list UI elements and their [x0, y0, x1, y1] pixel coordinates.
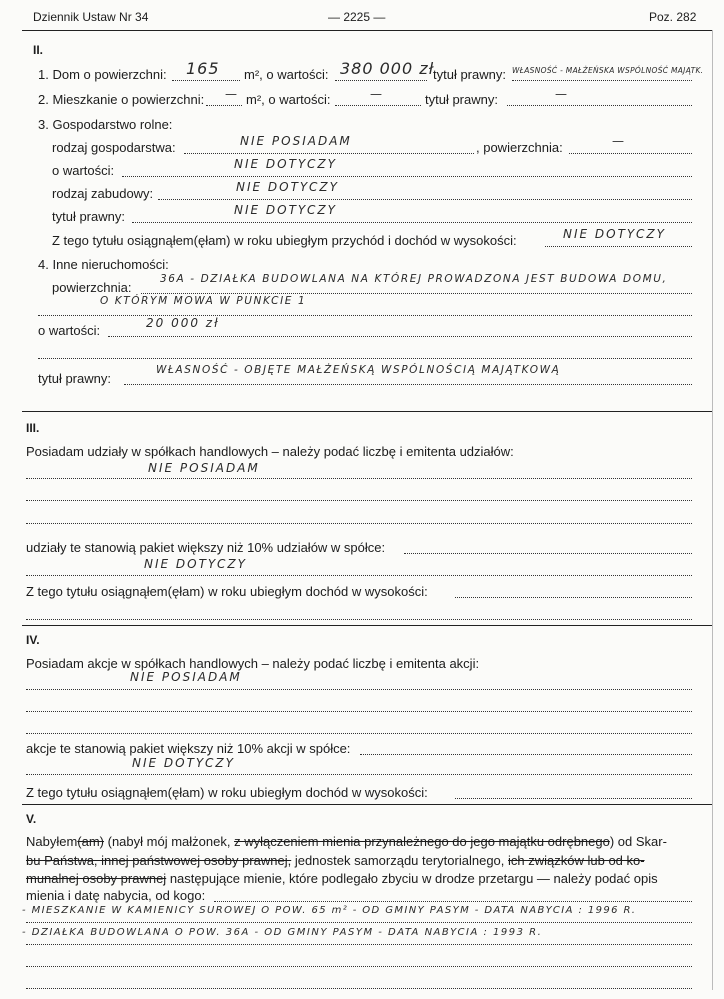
- other-value: 20 000 zł: [146, 316, 220, 330]
- header-rule: [22, 30, 712, 31]
- acq-b: (am): [77, 834, 105, 849]
- flat-area-value: —: [225, 87, 239, 101]
- section-ii-rule: [22, 411, 712, 412]
- flat-value-line[interactable]: [335, 105, 421, 106]
- stocks-pct-line-2[interactable]: [26, 774, 692, 775]
- shares-income-line-2[interactable]: [26, 619, 692, 620]
- shares-question: Posiadam udziały w spółkach handlowych – należy podać liczbę i emitenta udziałów:: [26, 444, 514, 459]
- acq-j: następujące mienie, które podlegało zbyciu w drodze przetargu — należy podać opis: [166, 871, 658, 886]
- page-number: — 2225 —: [328, 10, 386, 24]
- acquisition-answer-1: - MIESZKANIE W KAMIENICY SUROWEJ O POW. 65 m² - OD GMINY PASYM - DATA NABYCIA : 1996 R.: [22, 905, 637, 916]
- farm-income-line[interactable]: [545, 246, 692, 247]
- stocks-pct-line[interactable]: [360, 754, 692, 755]
- acq-a: Nabyłem: [26, 834, 78, 849]
- farm-income-value: NIE DOTYCZY: [563, 227, 666, 241]
- section-iv-rule: [22, 804, 712, 805]
- other-value-line-2[interactable]: [38, 358, 692, 359]
- other-value-label: o wartości:: [38, 323, 101, 338]
- farm-value-line[interactable]: [122, 176, 692, 177]
- house-value: 380 000 zł: [340, 59, 435, 78]
- house-title-label: tytuł prawny:: [433, 67, 506, 82]
- farm-area-value: —: [612, 134, 626, 148]
- house-area-line[interactable]: [172, 80, 240, 81]
- shares-line-1[interactable]: [26, 478, 692, 479]
- acq-d: z wyłączeniem mienia przynależnego do jego majątku odrębnego: [234, 834, 610, 849]
- acquisition-text-1: [26, 834, 667, 849]
- farm-build-line[interactable]: [158, 199, 692, 200]
- shares-income-question: Z tego tytułu osiągnąłem(ęłam) w roku ubiegłym dochód w wysokości:: [26, 584, 428, 599]
- farm-value: NIE DOTYCZY: [234, 157, 337, 171]
- acq-e: ) od Skar-: [609, 834, 667, 849]
- house-label: 1. Dom o powierzchni:: [38, 67, 167, 82]
- flat-label: 2. Mieszkanie o powierzchni:: [38, 92, 205, 107]
- flat-title-line[interactable]: [507, 105, 692, 106]
- other-area-label: powierzchnia:: [52, 280, 132, 295]
- flat-title-value: —: [555, 87, 569, 101]
- shares-line-2[interactable]: [26, 500, 692, 501]
- shares-income-line[interactable]: [455, 597, 692, 598]
- flat-value: —: [370, 87, 384, 101]
- section-v-heading: V.: [26, 812, 37, 826]
- house-area-value: 165: [186, 59, 220, 78]
- shares-line-3[interactable]: [26, 523, 692, 524]
- other-area-value-2: O KTÓRYM MOWA W PUNKCIE 1: [100, 295, 307, 307]
- stocks-line-3[interactable]: [26, 733, 692, 734]
- acq-g: jednostek samorządu terytorialnego,: [291, 853, 509, 868]
- acquisition-text-2: [26, 853, 645, 868]
- farm-build-label: rodzaj zabudowy:: [52, 186, 154, 201]
- shares-pct-question: udziały te stanowią pakiet większy niż 10% udziałów w spółce:: [26, 540, 386, 555]
- shares-answer: NIE POSIADAM: [148, 461, 260, 475]
- farm-title-value: NIE DOTYCZY: [234, 203, 337, 217]
- farm-title-label: tytuł prawny:: [52, 209, 125, 224]
- stocks-line-1[interactable]: [26, 689, 692, 690]
- acquisition-line-0[interactable]: [214, 901, 692, 902]
- farm-kind-label: rodzaj gospodarstwa:: [52, 140, 176, 155]
- journal-title: Dziennik Ustaw Nr 34: [33, 10, 149, 24]
- farm-area-label: , powierzchnia:: [476, 140, 563, 155]
- farm-build-value: NIE DOTYCZY: [236, 180, 339, 194]
- farm-label: 3. Gospodarstwo rolne:: [38, 117, 173, 132]
- flat-area-line[interactable]: [206, 105, 242, 106]
- acq-h: ich związków lub od ko-: [508, 853, 645, 868]
- shares-pct-answer: NIE DOTYCZY: [144, 557, 247, 571]
- shares-pct-line[interactable]: [404, 553, 692, 554]
- acquisition-text-3: [26, 871, 658, 886]
- flat-value-label: m², o wartości:: [246, 92, 331, 107]
- shares-pct-line-2[interactable]: [26, 575, 692, 576]
- acq-f: bu Państwa, innej państwowej osoby prawnej,: [26, 853, 292, 868]
- section-iii-rule: [22, 625, 712, 626]
- house-title-value: WŁASNOŚĆ - MAŁŻEŃSKA WSPÓLNOŚĆ MAJĄTK.: [512, 66, 704, 75]
- acquisition-line-2[interactable]: [26, 944, 692, 945]
- other-value-line[interactable]: [108, 336, 692, 337]
- stocks-income-question: Z tego tytułu osiągnąłem(ęłam) w roku ubiegłym dochód w wysokości:: [26, 785, 428, 800]
- stocks-answer: NIE POSIADAM: [130, 670, 242, 684]
- flat-title-label: tytuł prawny:: [425, 92, 498, 107]
- section-ii-heading: II.: [33, 43, 44, 57]
- acquisition-line-4[interactable]: [26, 988, 692, 989]
- stocks-income-line[interactable]: [455, 798, 692, 799]
- other-title-label: tytuł prawny:: [38, 371, 111, 386]
- farm-area-line[interactable]: [569, 153, 692, 154]
- stocks-pct-question: akcje te stanowią pakiet większy niż 10% akcji w spółce:: [26, 741, 351, 756]
- acquisition-line-1[interactable]: [26, 922, 692, 923]
- farm-income-label: Z tego tytułu osiągnąłem(ęłam) w roku ubiegłym przychód i dochód w wysokości:: [52, 233, 517, 248]
- farm-kind-value: NIE POSIADAM: [240, 134, 352, 148]
- acq-c: (nabył mój małżonek,: [104, 834, 235, 849]
- other-area-line-2[interactable]: [38, 315, 692, 316]
- other-area-line[interactable]: [141, 293, 692, 294]
- other-title-value: WŁASNOŚĆ - OBJĘTE MAŁŻEŃSKĄ WSPÓLNOŚCIĄ MAJĄTKOWĄ: [156, 364, 561, 376]
- house-value-label: m², o wartości:: [244, 67, 329, 82]
- section-iii-heading: III.: [26, 421, 40, 435]
- stocks-pct-answer: NIE DOTYCZY: [132, 756, 235, 770]
- other-title-line[interactable]: [124, 384, 692, 385]
- other-area-value-1: 36A - DZIAŁKA BUDOWLANA NA KTÓREJ PROWADZONA JEST BUDOWA DOMU,: [160, 273, 668, 285]
- acquisition-line-3[interactable]: [26, 966, 692, 967]
- farm-value-label: o wartości:: [52, 163, 115, 178]
- acquisition-text-4: mienia i datę nabycia, od kogo:: [26, 888, 206, 903]
- acq-i: munalnej osoby prawnej: [26, 871, 167, 886]
- section-iv-heading: IV.: [26, 633, 40, 647]
- page-edge: [712, 30, 713, 990]
- stocks-line-2[interactable]: [26, 711, 692, 712]
- acquisition-answer-2: - DZIAŁKA BUDOWLANA O POW. 36A - OD GMINY PASYM - DATA NABYCIA : 1993 R.: [22, 927, 543, 938]
- farm-title-line[interactable]: [132, 222, 692, 223]
- other-property-label: 4. Inne nieruchomości:: [38, 257, 169, 272]
- position-number: Poz. 282: [649, 10, 697, 24]
- house-value-line[interactable]: [335, 80, 427, 81]
- house-title-line[interactable]: [512, 80, 692, 81]
- farm-kind-line[interactable]: [184, 153, 474, 154]
- stocks-question: Posiadam akcje w spółkach handlowych – należy podać liczbę i emitenta akcji:: [26, 656, 480, 671]
